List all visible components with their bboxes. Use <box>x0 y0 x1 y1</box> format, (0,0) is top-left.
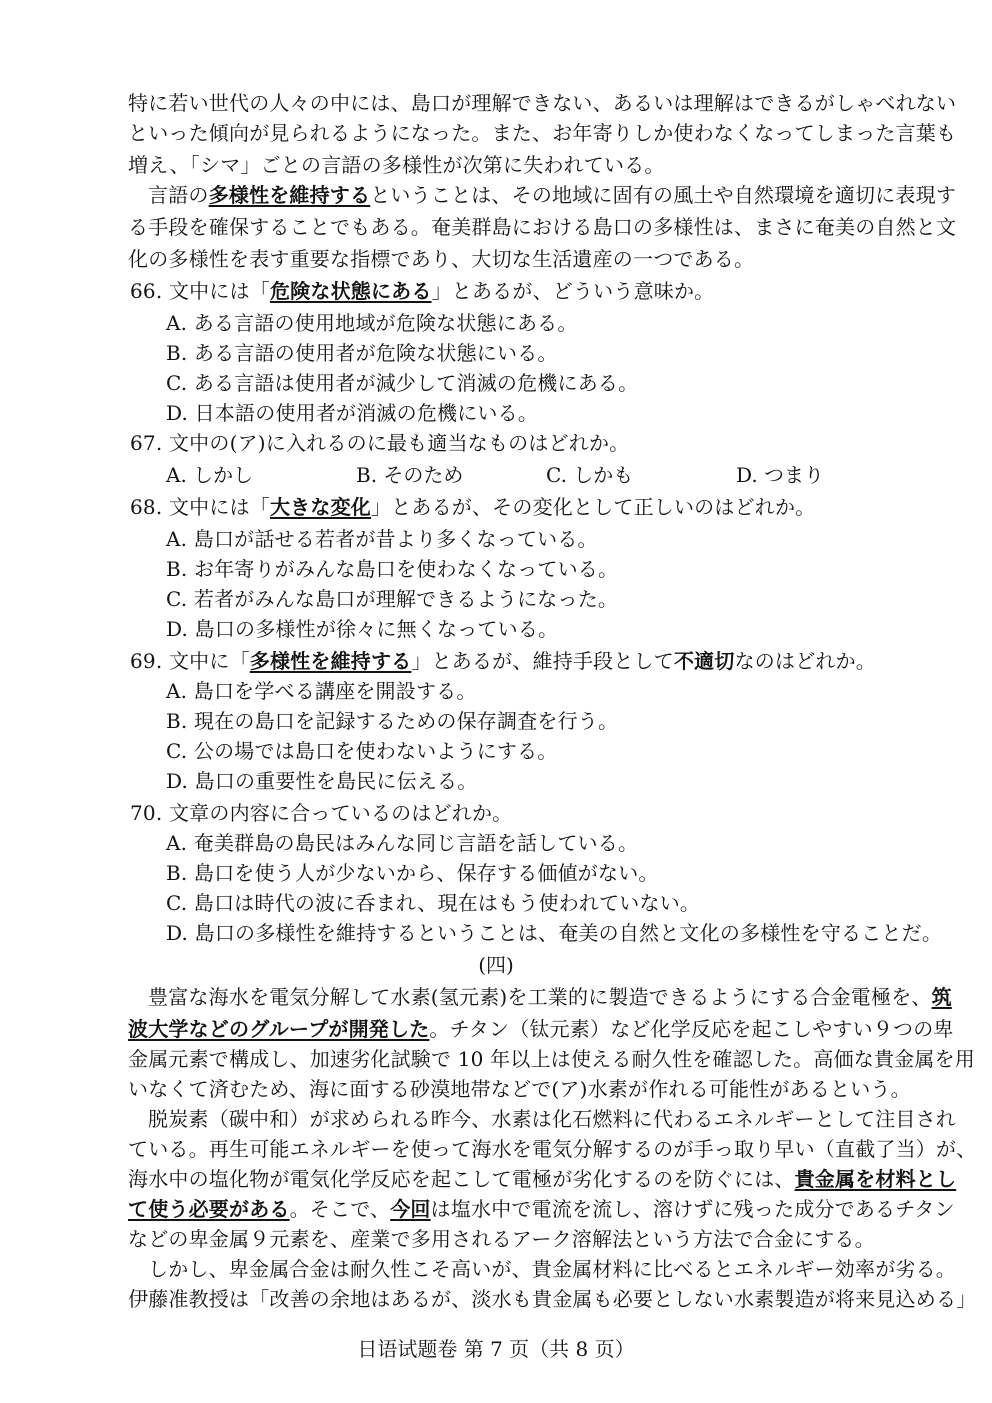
answer-option: D. つまり <box>736 463 825 487</box>
passage-line <box>128 1014 954 1044</box>
underlined-phrase: 危険な状態にある <box>269 279 432 303</box>
answer-option: C. 若者がみんな島口が理解できるようになった。 <box>166 587 619 611</box>
passage-line: る手段を確保することでもある。奄美群島における島口の多様性は、まさに奄美の自然と文 <box>128 215 957 239</box>
question-stem <box>130 276 942 306</box>
answer-options-row <box>166 460 926 490</box>
bold-phrase: 不適切 <box>673 649 735 673</box>
underlined-phrase: 筑 <box>931 985 952 1009</box>
answer-option: B. そのため <box>356 463 464 487</box>
underlined-phrase: 貴金属を材料とし <box>794 1167 957 1191</box>
text-run: 」とあるが、どういう意味か。 <box>431 279 715 303</box>
section-heading: (四) <box>478 953 514 977</box>
passage-line: 化の多様性を表す重要な指標であり、大切な生活遺産の一つである。 <box>128 247 755 271</box>
passage-line <box>148 180 960 210</box>
answer-option: A. 島口が話せる若者が昔より多くなっている。 <box>166 527 598 551</box>
text-run: 66. 文中には「 <box>130 279 270 303</box>
answer-option: A. 奄美群島の島民はみんな同じ言語を話している。 <box>166 831 639 855</box>
passage-line: 伊藤准教授は「改善の余地はあるが、淡水も貴金属も必要としない水素製造が将来見込める」 <box>128 1287 977 1311</box>
text-run: 68. 文中には「 <box>130 495 270 519</box>
answer-option: B. ある言語の使用者が危険な状態にいる。 <box>166 341 558 365</box>
text-run: 」とあるが、維持手段として <box>411 649 674 673</box>
answer-option: A. ある言語の使用地域が危険な状態にある。 <box>166 311 578 335</box>
passage-line: 金属元素で構成し、加速劣化試験で 10 年以上は使える耐久性を確認した。高価な貴金属を用 <box>128 1047 975 1071</box>
answer-option: D. 日本語の使用者が消滅の危機にいる。 <box>166 401 539 425</box>
answer-option: C. ある言語は使用者が減少して消滅の危機にある。 <box>166 371 639 395</box>
answer-option: D. 島口の重要性を島民に伝える。 <box>166 769 478 793</box>
underlined-phrase: 今回 <box>390 1197 431 1221</box>
underlined-phrase: 大きな変化 <box>269 495 371 519</box>
text-run: 。そこで、 <box>289 1197 391 1221</box>
answer-option: B. 現在の島口を記録するための保存調査を行う。 <box>166 709 619 733</box>
underlined-phrase: て使う必要がある <box>128 1197 290 1221</box>
passage-line: 増え、「シマ」ごとの言語の多様性が次第に失われている。 <box>128 153 665 177</box>
question-stem: 70. 文章の内容に合っているのはどれか。 <box>130 801 513 825</box>
passage-line: などの卑金属９元素を、産業で多用されるアーク溶解法という方法で合金にする。 <box>128 1227 875 1251</box>
text-run: なのはどれか。 <box>734 649 876 673</box>
question-stem: 67. 文中の(ア)に入れるのに最も適当なものはどれか。 <box>130 431 630 455</box>
question-stem <box>130 646 942 676</box>
passage-line: 特に若い世代の人々の中には、島口が理解できない、あるいは理解はできるがしゃべれない <box>128 91 957 115</box>
text-run: は塩水中で電流を流し、溶けずに残った成分であるチタン <box>430 1197 955 1221</box>
question-stem <box>130 492 942 522</box>
text-run: 。チタン（钛元素）など化学反応を起こしやすい９つの卑 <box>429 1017 954 1041</box>
passage-line: といった傾向が見られるようになった。また、お年寄りしか使わなくなってしまった言葉も <box>128 121 957 145</box>
answer-option: B. 島口を使う人が少ないから、保存する価値がない。 <box>166 861 659 885</box>
passage-line: しかし、卑金属合金は耐久性こそ高いが、貴金属材料に比べるとエネルギー効率が劣る。 <box>148 1257 956 1281</box>
passage-line <box>148 982 960 1012</box>
passage-line: 脱炭素（碳中和）が求められる昨今、水素は化石燃料に代わるエネルギーとして注目され <box>148 1107 956 1131</box>
text-run: 豊富な海水を電気分解して水素(氢元素)を工業的に製造できるようにする合金電極を、 <box>148 985 932 1009</box>
passage-line: ている。再生可能エネルギーを使って海水を電気分解するのが手っ取り早い（直截了当）が、 <box>128 1137 977 1161</box>
page-footer: 日语试题卷 第 7 页（共 8 页） <box>357 1337 635 1361</box>
underlined-phrase: 多様性を維持する <box>208 183 371 207</box>
answer-option: D. 島口の多様性を維持するということは、奄美の自然と文化の多様性を守ることだ。 <box>166 921 943 945</box>
text-run: 言語の <box>148 183 209 207</box>
answer-option: A. 島口を学べる講座を開設する。 <box>166 679 477 703</box>
underlined-phrase: 多様性を維持する <box>249 649 412 673</box>
passage-line <box>128 1194 955 1224</box>
answer-option: B. お年寄りがみんな島口を使わなくなっている。 <box>166 557 619 581</box>
text-run: ということは、その地域に固有の風土や自然環境を適切に表現す <box>370 183 957 207</box>
passage-line: いなくて済むため、海に面する砂漠地帯などで(ア)水素が作れる可能性があるという。 <box>128 1077 911 1101</box>
text-run: 海水中の塩化物が電気化学反応を起こして電極が劣化するのを防ぐには、 <box>128 1167 795 1191</box>
answer-option: C. 島口は時代の波に呑まれ、現在はもう使われていない。 <box>166 891 701 915</box>
answer-option: A. しかし <box>166 463 254 487</box>
answer-option: C. しかも <box>546 463 634 487</box>
text-run: 69. 文中に「 <box>130 649 250 673</box>
underlined-phrase: 波大学などのグループが開発した <box>128 1017 430 1041</box>
passage-line <box>128 1164 957 1194</box>
text-run: 」とあるが、その変化として正しいのはどれか。 <box>370 495 816 519</box>
answer-option: D. 島口の多様性が徐々に無くなっている。 <box>166 617 559 641</box>
answer-option: C. 公の場では島口を使わないようにする。 <box>166 739 558 763</box>
